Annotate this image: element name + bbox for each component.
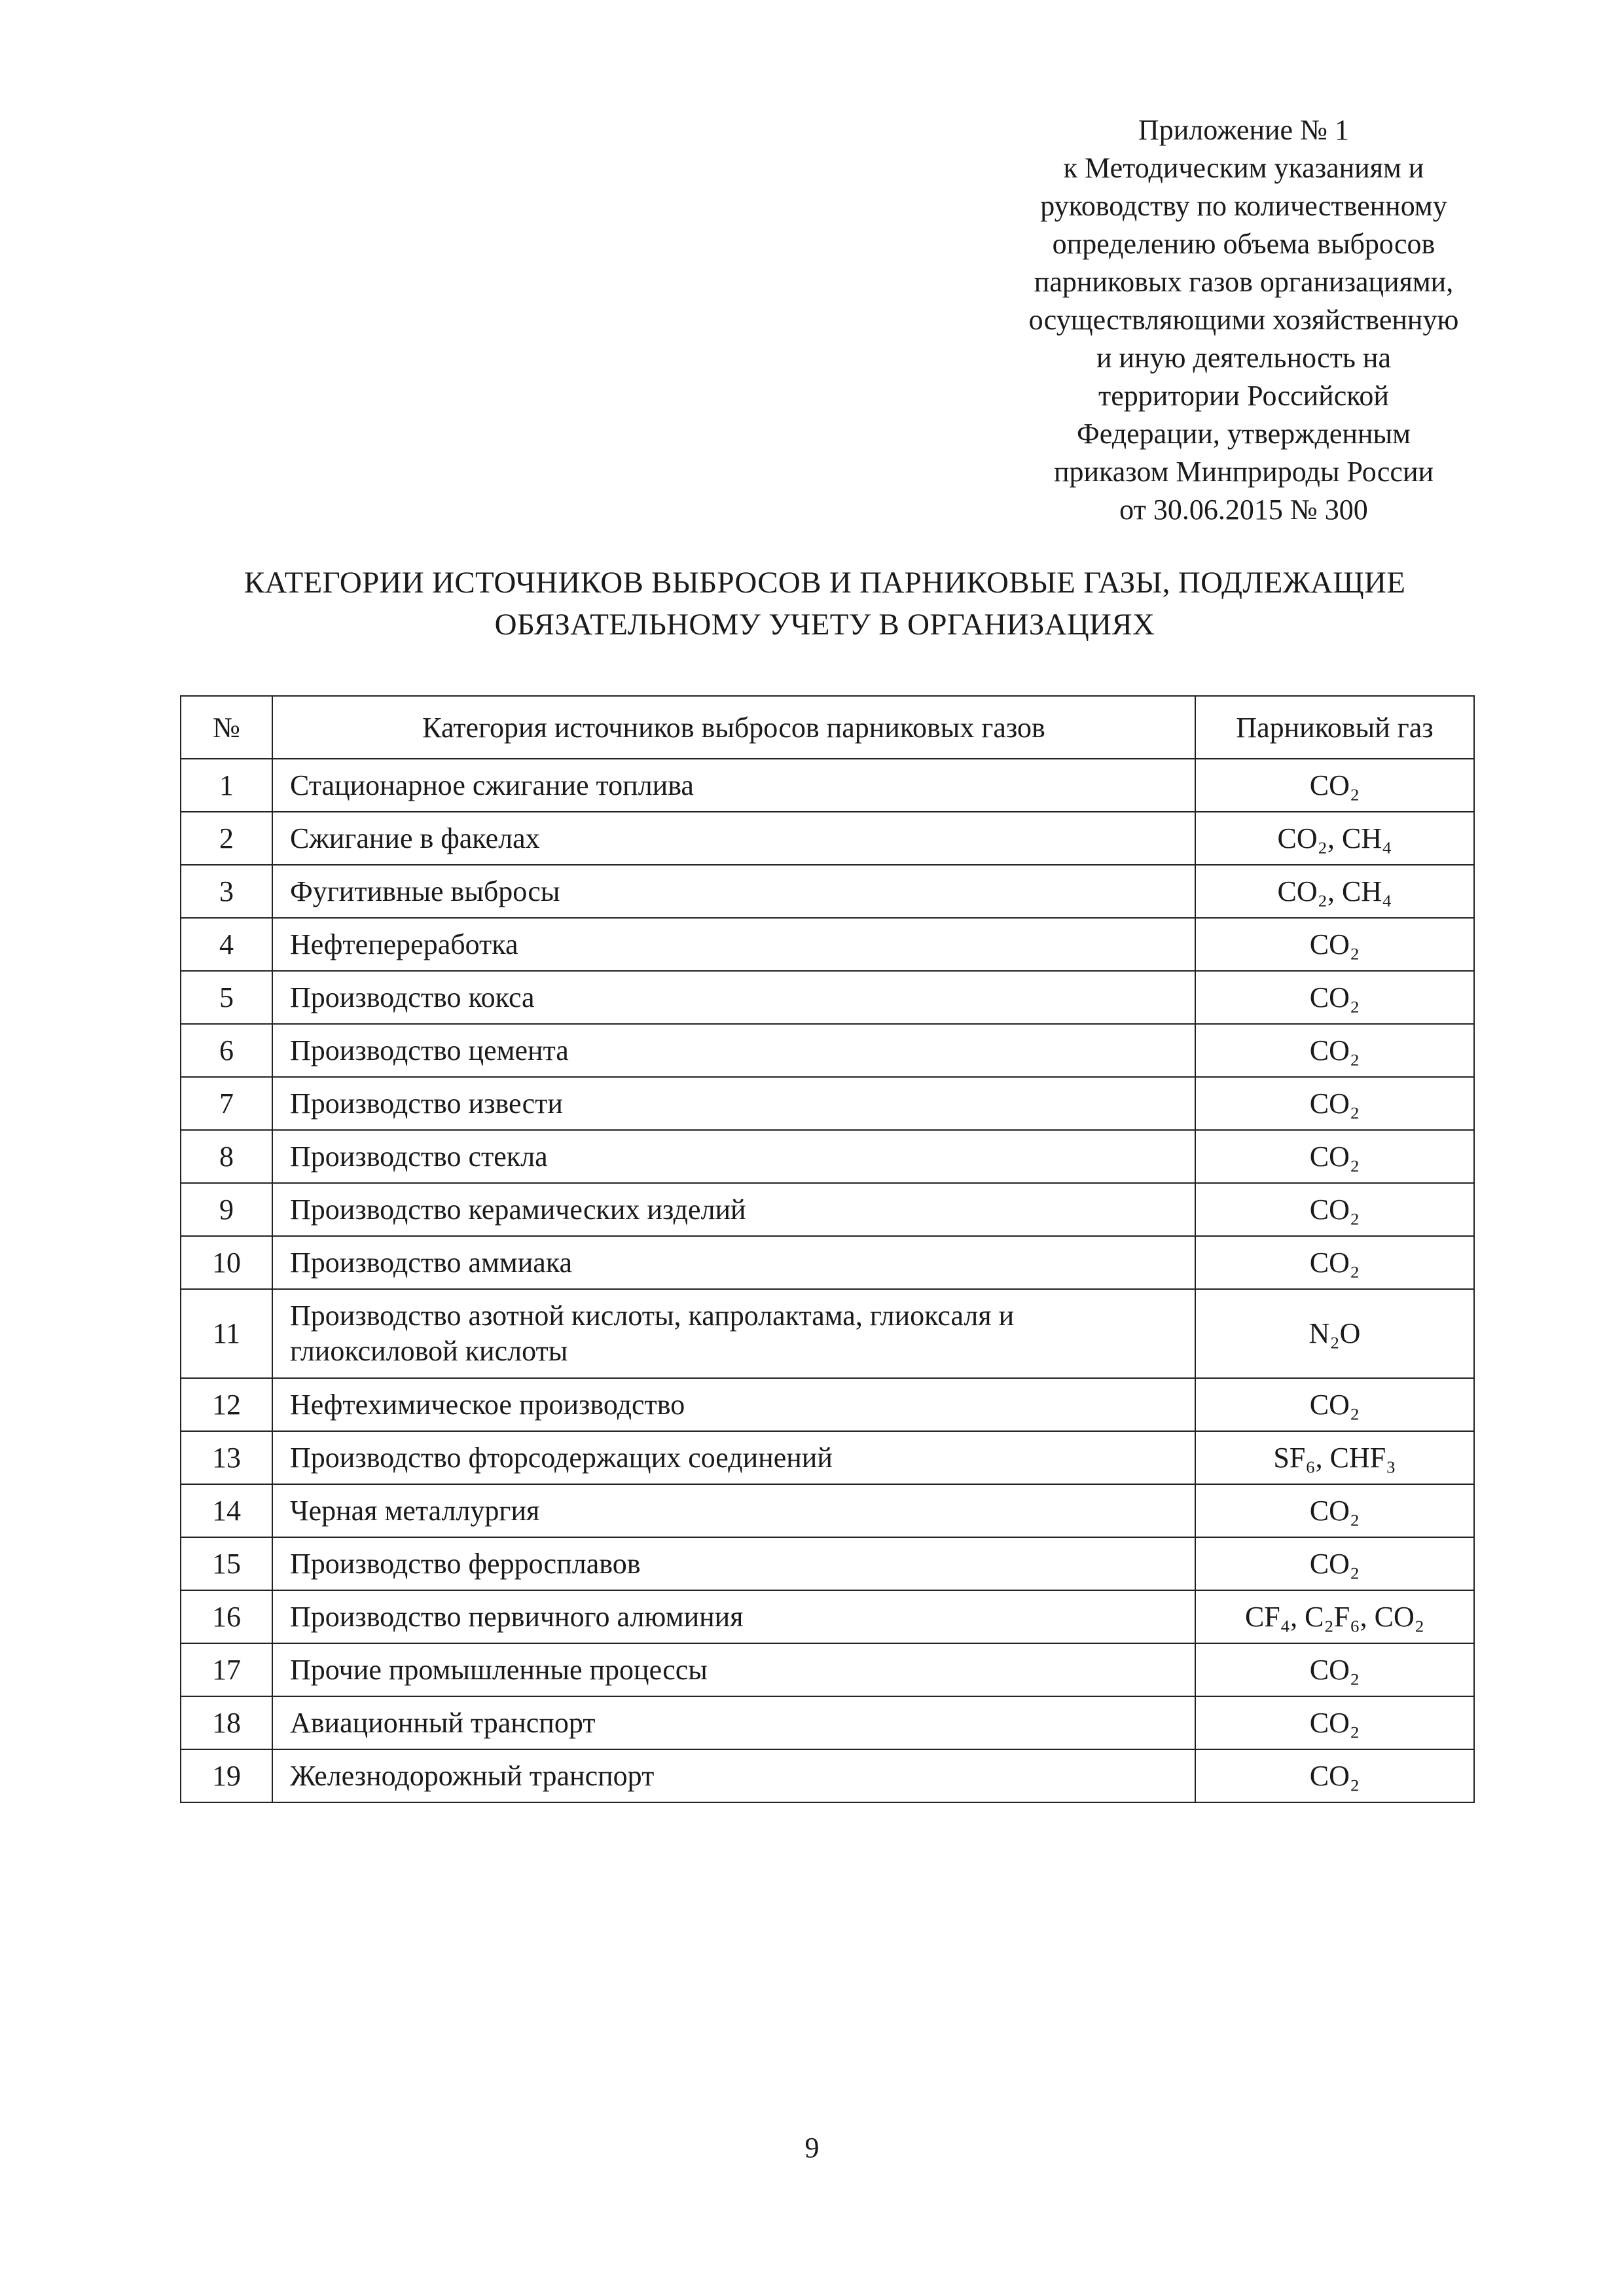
row-number: 15 — [181, 1537, 272, 1590]
row-number: 17 — [181, 1643, 272, 1696]
row-gas: CO₂ — [1195, 1749, 1474, 1802]
row-category: Производство фторсодержащих соединений — [272, 1431, 1195, 1484]
row-number: 7 — [181, 1077, 272, 1130]
table-row — [181, 865, 1474, 918]
row-gas: N₂O — [1195, 1289, 1474, 1378]
row-number: 14 — [181, 1484, 272, 1537]
table-row — [181, 759, 1474, 812]
row-category: Авиационный транспорт — [272, 1696, 1195, 1749]
row-gas: SF₆, CHF₃ — [1195, 1431, 1474, 1484]
row-category: Сжигание в факелах — [272, 812, 1195, 865]
appendix-line: к Методическим указаниям и — [1063, 152, 1424, 184]
row-category: Производство аммиака — [272, 1236, 1195, 1289]
table-row — [181, 971, 1474, 1024]
row-number: 2 — [181, 812, 272, 865]
table-row — [181, 1484, 1474, 1537]
row-gas: CO₂ — [1195, 1130, 1474, 1183]
row-number: 5 — [181, 971, 272, 1024]
row-number: 10 — [181, 1236, 272, 1289]
row-category: Черная металлургия — [272, 1484, 1195, 1537]
row-category: Производство цемента — [272, 1024, 1195, 1077]
row-gas: CO₂ — [1195, 1077, 1474, 1130]
row-category: Производство стекла — [272, 1130, 1195, 1183]
table-row — [181, 1130, 1474, 1183]
appendix-line: парниковых газов организациями, — [1034, 266, 1454, 298]
row-gas: CO₂ — [1195, 1537, 1474, 1590]
document-title — [131, 562, 1519, 646]
row-number: 13 — [181, 1431, 272, 1484]
table-row — [181, 812, 1474, 865]
appendix-line: Федерации, утвержденным — [1077, 418, 1411, 450]
header-number: № — [181, 696, 272, 759]
row-category: Производство азотной кислоты, капролактама, глиоксаля и глиоксиловой кислоты — [272, 1289, 1195, 1378]
row-category: Производство первичного алюминия — [272, 1590, 1195, 1643]
appendix-line: определению объема выбросов — [1052, 228, 1435, 260]
emission-categories-table — [180, 695, 1475, 1803]
table-row — [181, 1378, 1474, 1431]
table-row — [181, 1024, 1474, 1077]
header-category: Категория источников выбросов парниковых газов — [272, 696, 1195, 759]
row-number: 8 — [181, 1130, 272, 1183]
table-row — [181, 1749, 1474, 1802]
table-row — [181, 1537, 1474, 1590]
row-gas: CO₂ — [1195, 971, 1474, 1024]
appendix-line: и иную деятельность на — [1096, 342, 1391, 374]
document-title-line-1: КАТЕГОРИИ ИСТОЧНИКОВ ВЫБРОСОВ И ПАРНИКОВЫЕ ГАЗЫ, ПОДЛЕЖАЩИЕ — [244, 566, 1406, 600]
appendix-reference — [956, 111, 1532, 529]
row-gas: CO₂ — [1195, 1236, 1474, 1289]
page-number: 9 — [804, 2132, 820, 2164]
row-gas: CO₂ — [1195, 1183, 1474, 1236]
table-row — [181, 1183, 1474, 1236]
appendix-line: руководству по количественному — [1040, 190, 1447, 222]
row-number: 4 — [181, 918, 272, 971]
row-number: 11 — [181, 1289, 272, 1378]
appendix-line: осуществляющими хозяйственную — [1028, 304, 1459, 336]
table-row — [181, 1431, 1474, 1484]
table-row — [181, 1236, 1474, 1289]
table-row — [181, 1590, 1474, 1643]
row-category: Фугитивные выбросы — [272, 865, 1195, 918]
row-category: Нефтехимическое производство — [272, 1378, 1195, 1431]
appendix-line: территории Российской — [1098, 380, 1389, 412]
row-gas: CF₄, C₂F₆, CO₂ — [1195, 1590, 1474, 1643]
row-category: Производство извести — [272, 1077, 1195, 1130]
header-gas: Парниковый газ — [1195, 696, 1474, 759]
row-number: 6 — [181, 1024, 272, 1077]
document-title-line-2: ОБЯЗАТЕЛЬНОМУ УЧЕТУ В ОРГАНИЗАЦИЯХ — [494, 608, 1155, 642]
row-category: Железнодорожный транспорт — [272, 1749, 1195, 1802]
table-row — [181, 1289, 1474, 1378]
row-gas: CO₂ — [1195, 1696, 1474, 1749]
table-row — [181, 918, 1474, 971]
row-category: Производство кокса — [272, 971, 1195, 1024]
row-gas: CO₂ — [1195, 918, 1474, 971]
row-gas: CO₂, CH₄ — [1195, 865, 1474, 918]
table-header-row — [181, 696, 1474, 759]
row-category: Нефтепереработка — [272, 918, 1195, 971]
row-category: Производство керамических изделий — [272, 1183, 1195, 1236]
table-row — [181, 1696, 1474, 1749]
row-number: 9 — [181, 1183, 272, 1236]
row-gas: CO₂ — [1195, 1378, 1474, 1431]
table-row — [181, 1077, 1474, 1130]
row-number: 12 — [181, 1378, 272, 1431]
row-gas: CO₂ — [1195, 759, 1474, 812]
row-number: 3 — [181, 865, 272, 918]
row-number: 19 — [181, 1749, 272, 1802]
row-gas: CO₂ — [1195, 1643, 1474, 1696]
row-number: 1 — [181, 759, 272, 812]
appendix-line: приказом Минприроды России — [1053, 456, 1434, 488]
row-number: 16 — [181, 1590, 272, 1643]
table-row — [181, 1643, 1474, 1696]
row-gas: CO₂ — [1195, 1024, 1474, 1077]
row-category: Прочие промышленные процессы — [272, 1643, 1195, 1696]
row-gas: CO₂, CH₄ — [1195, 812, 1474, 865]
row-category: Стационарное сжигание топлива — [272, 759, 1195, 812]
row-number: 18 — [181, 1696, 272, 1749]
row-category: Производство ферросплавов — [272, 1537, 1195, 1590]
row-gas: CO₂ — [1195, 1484, 1474, 1537]
appendix-line: от 30.06.2015 № 300 — [1119, 494, 1368, 526]
appendix-line: Приложение № 1 — [1138, 114, 1350, 146]
